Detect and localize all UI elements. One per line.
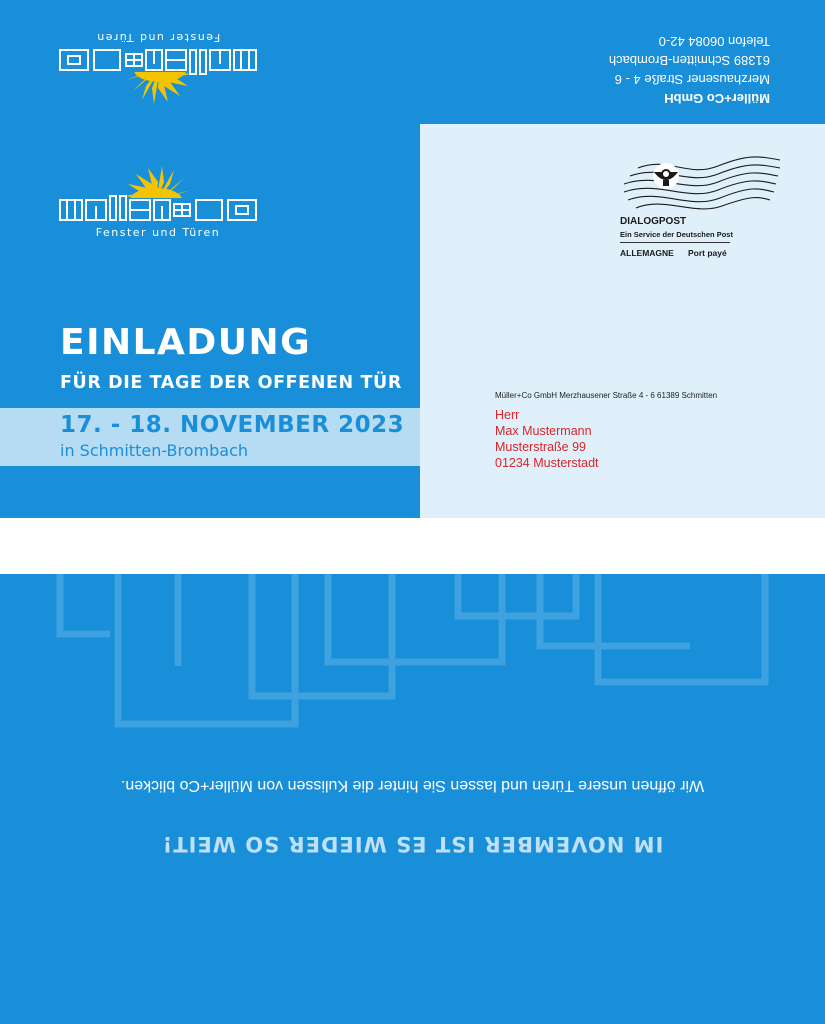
brand-logo bbox=[56, 24, 260, 104]
return-address-line: Müller+Co GmbH Merzhausener Straße 4 - 6 61389 Schmitten bbox=[495, 391, 718, 400]
fold-strip bbox=[0, 518, 825, 574]
door-frames-decoration bbox=[0, 574, 825, 744]
post-horn-icon bbox=[618, 154, 788, 216]
claim-text: Wir öffnen unsere Türen und lassen Sie hinter die Kulissen von Müller+Co blicken. bbox=[120, 777, 705, 794]
sun-wordmark-icon bbox=[56, 44, 260, 104]
recipient-name: Max Mustermann bbox=[495, 424, 592, 438]
postage-service-sub: Ein Service der Deutschen Post bbox=[620, 230, 733, 239]
postage-paid: Port payé bbox=[688, 248, 727, 258]
sender-city: 61389 Schmitten-Brombach bbox=[608, 53, 770, 68]
recipient-address bbox=[495, 407, 599, 471]
recipient-city: 01234 Musterstadt bbox=[495, 456, 599, 470]
postage-divider bbox=[620, 242, 730, 243]
brand-tagline: Fenster und Türen bbox=[95, 31, 221, 44]
sender-phone: Telefon 06084 42-0 bbox=[658, 34, 770, 49]
slogan-text: IM NOVEMBER IST ES WIEDER SO WEIT! bbox=[161, 832, 664, 856]
sender-street: Merzhausener Straße 4 - 6 bbox=[614, 72, 770, 87]
front-logo bbox=[56, 166, 260, 246]
brand-tagline: Fenster und Türen bbox=[95, 226, 221, 239]
top-flap-sender bbox=[584, 24, 770, 108]
event-date: 17. - 18. NOVEMBER 2023 bbox=[60, 412, 405, 438]
recipient-street: Musterstraße 99 bbox=[495, 440, 587, 454]
postage-country: ALLEMAGNE bbox=[620, 248, 674, 258]
sun-wordmark-icon bbox=[56, 166, 260, 226]
postage-stamp bbox=[618, 154, 788, 264]
sender-company: Müller+Co GmbH bbox=[664, 91, 770, 106]
invitation-title: EINLADUNG bbox=[60, 322, 312, 363]
event-place: in Schmitten-Brombach bbox=[60, 441, 249, 460]
postage-service: DIALOGPOST bbox=[620, 216, 687, 227]
top-flap-logo bbox=[56, 24, 260, 104]
recipient-salutation: Herr bbox=[495, 408, 520, 422]
address-window bbox=[420, 124, 825, 518]
invitation-subtitle: FÜR DIE TAGE DER OFFENEN TÜR bbox=[60, 373, 402, 393]
